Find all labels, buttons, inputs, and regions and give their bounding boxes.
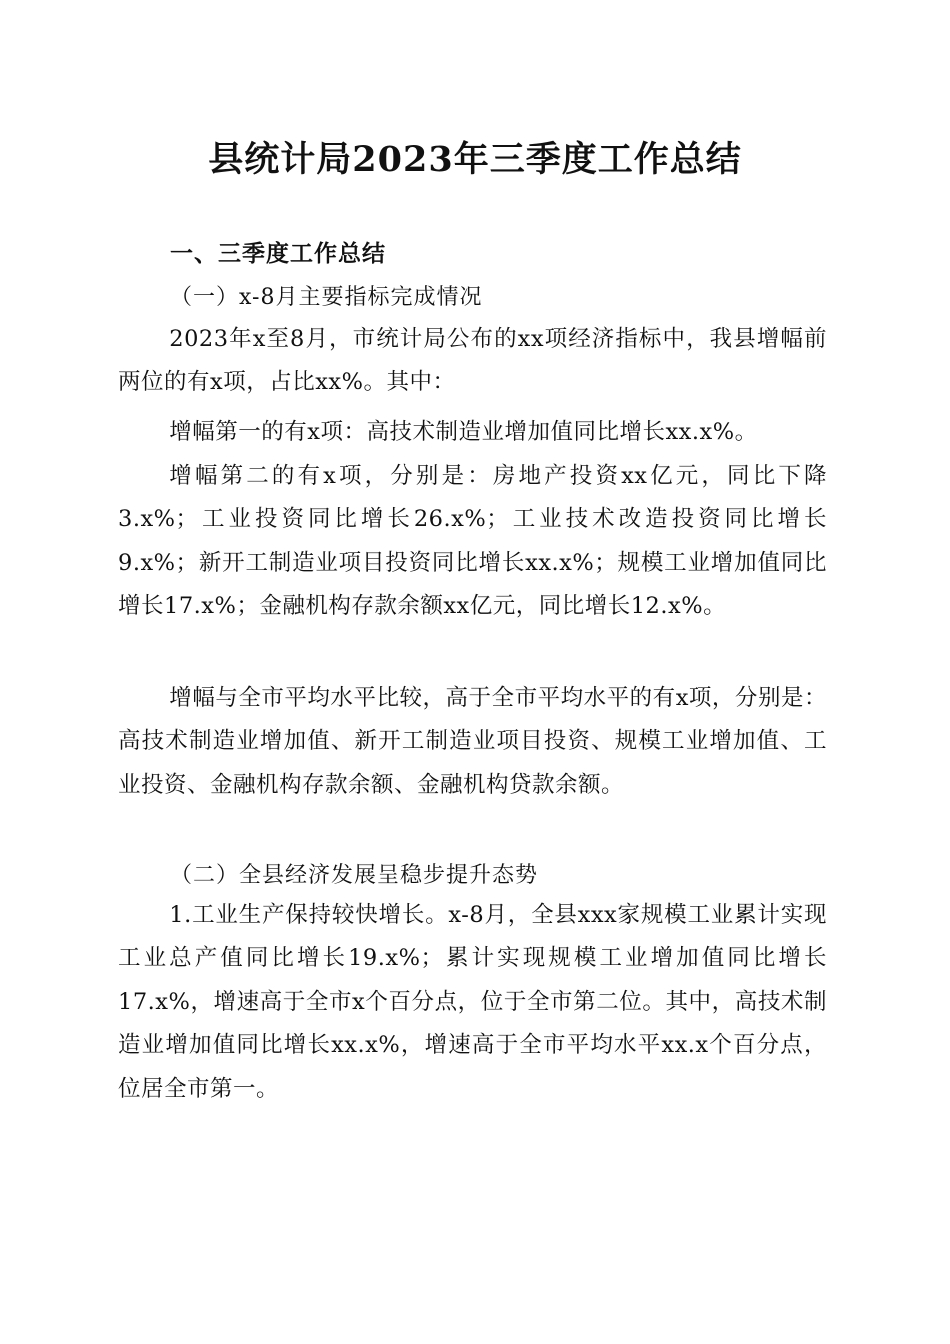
paragraph-industrial-production: 1.工业生产保持较快增长。x-8月，全县xxx家规模工业累计实现工业总产值同比增长19.x%；累计实现规模工业增加值同比增长17.x%，增速高于全市x个百分点，位于全市第二位。其中，高技术制造业增加值同比增长xx.x%，增速高于全市平均水平xx.x个百分点，位居全市第一。 — [118, 902, 827, 1102]
paragraph-indicators-overview: 2023年x至8月，市统计局公布的xx项经济指标中，我县增幅前两位的有x项，占比xx%。其中： — [118, 326, 827, 396]
paragraph-above-average: 增幅与全市平均水平比较，高于全市平均水平的有x项，分别是：高技术制造业增加值、新开工制造业项目投资、规模工业增加值、工业投资、金融机构存款余额、金融机构贷款余额。 — [118, 685, 827, 798]
subsection-heading-1: （一）x-8月主要指标完成情况 — [170, 285, 483, 310]
section-heading-1: 一、三季度工作总结 — [170, 241, 386, 267]
paragraph-second-rank: 增幅第二的有x项，分别是：房地产投资xx亿元，同比下降3.x%；工业投资同比增长26.x%；工业技术改造投资同比增长9.x%；新开工制造业项目投资同比增长xx.x%；规模工业增加值同比增长17.x%；金融机构存款余额xx亿元，同比增长12.x%。 — [118, 463, 827, 620]
paragraph-first-rank: 增幅第一的有x项：高技术制造业增加值同比增长xx.x%。 — [169, 419, 758, 445]
document-title: 县统计局2023年三季度工作总结 — [208, 139, 742, 180]
subsection-heading-2: （二）全县经济发展呈稳步提升态势 — [170, 863, 539, 888]
